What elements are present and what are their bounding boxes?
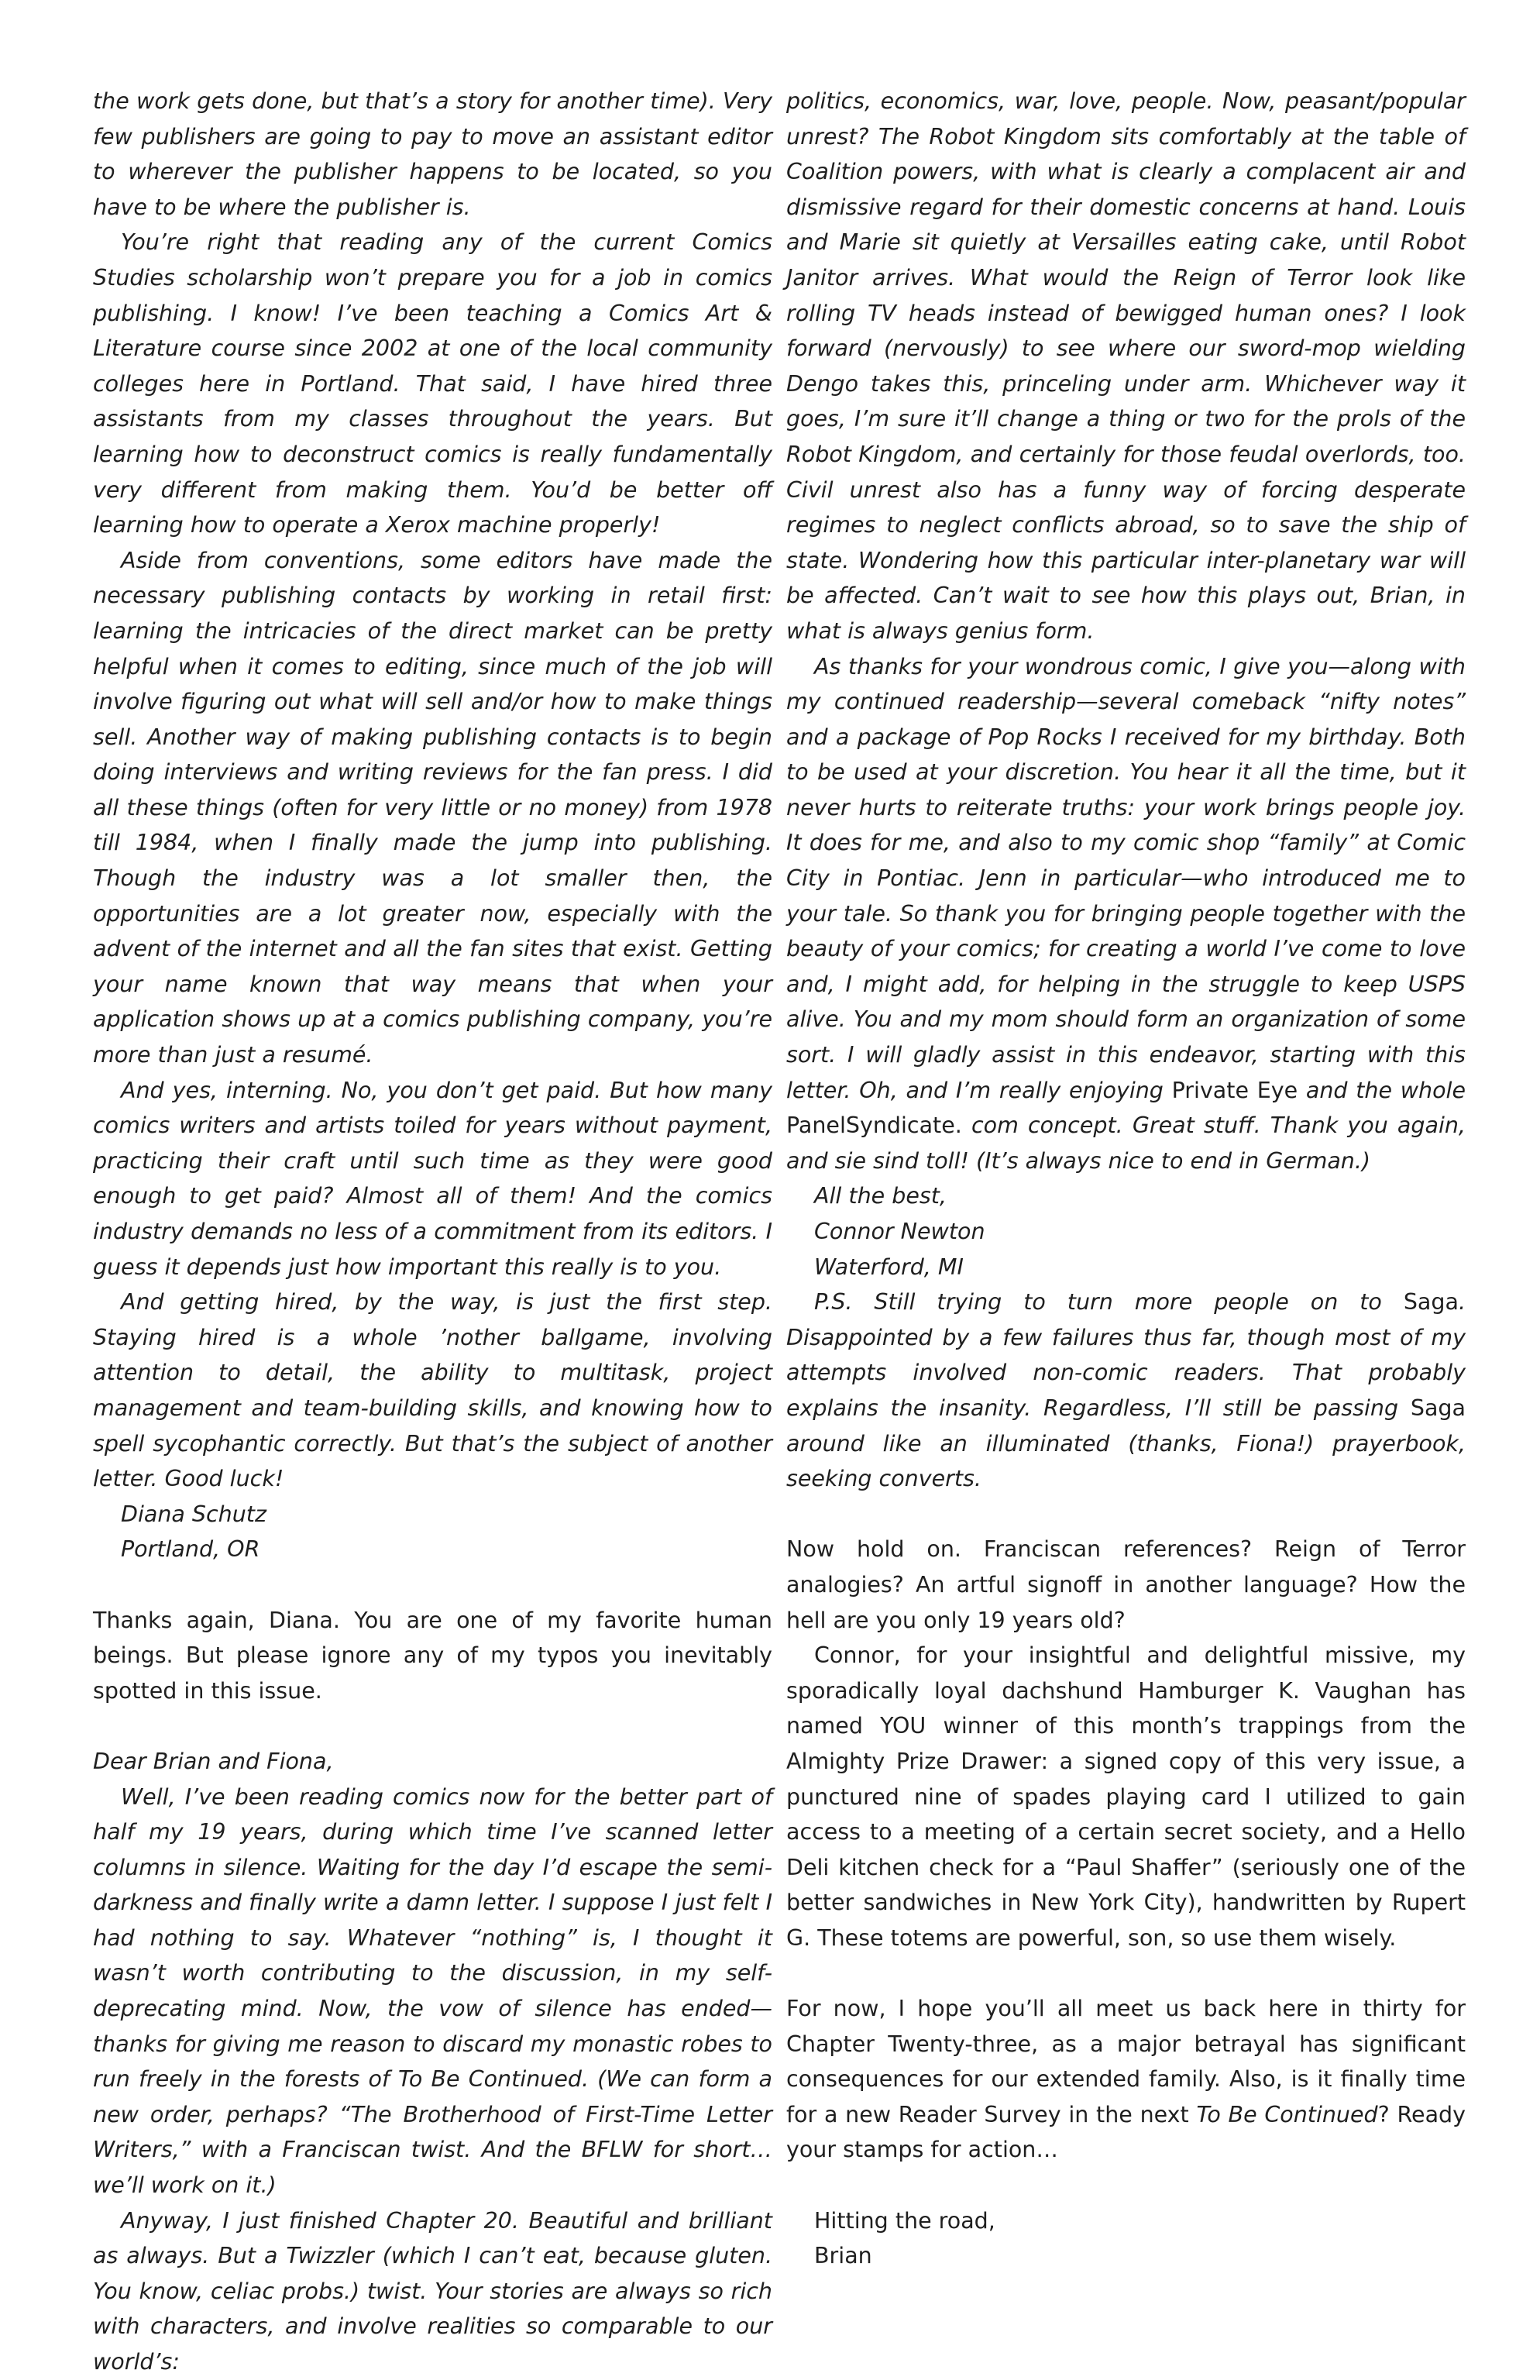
letter-paragraph: Well, I’ve been reading comics now for the better part of half my 19 years, during which time I’ve scanned letter columns in silence. Waiting for the day I’d escape the semi-darkness and finally write a damn letter. I suppose I just felt I had nothing to say. Whatever “nothing” is, I thought it wasn’t worth contributing to the discussion, in my self-deprecating mind. Now, the vow of silence has ended—thanks for giving me reason to discard my monastic robes to run freely in the forests of To Be Continued. (We can form a new order, perhaps? “The Brotherhood of First-Time Letter Writers,” with a Franciscan twist. And the BFLW for short…we’ll work on it.) [93, 1783, 772, 2199]
title-saga: Saga [1410, 1395, 1466, 1421]
title-panel-syndicate: PanelSyndicate. [786, 1113, 962, 1139]
letter-paragraph: And getting hired, by the way, is just the first step. Staying hired is a whole ’nother ballgame, involving attention to detail, the ability to multitask, project management and team-building skills, and knowing how to spell sycophantic correctly. But that’s the subject of another letter. Good luck! [93, 1289, 772, 1492]
letter-paragraph: Anyway, I just finished Chapter 20. Beautiful and brilliant as always. But a Twizzler (which I can’t eat, because gluten. You know, celiac probs.) twist. Your stories are always so rich with characters, and involve realities so comparable to our world’s: [93, 2207, 772, 2375]
signature-location: Portland, OR [121, 1536, 260, 1563]
letter-paragraph: the work gets done, but that’s a story for another time). Very few publishers are going to pay to move an assistant editor to wherever the publisher happens to be located, so you have to be where the publisher is. [93, 88, 772, 220]
letter-closing: All the best, [814, 1183, 947, 1209]
editor-name: Brian [814, 2243, 872, 2269]
editor-reply: Connor, for your insightful and delightful missive, my sporadically loyal dachshund Hamburger K. Vaughan has named YOU winner of this month’s trappings from the Almighty Prize Drawer: a signed copy of this very issue, a punctured nine of spades playing card I utilized to gain access to a meeting of a certain secret society, and a Hello Deli kitchen check for a “Paul Shaffer” (seriously one of the better sandwiches in New York City), handwritten by Rupert G. These totems are powerful, son, so use them wisely. [786, 1642, 1466, 1951]
letter-paragraph: politics, economics, war, love, people. Now, peasant/popular unrest? The Robot Kingdom sits comfortably at the table of Coalition powers, with what is clearly a complacent air and dismissive regard for their domestic concerns at hand. Louis and Marie sit quietly at Versailles eating cake, until Robot Janitor arrives. What would the Reign of Terror look like rolling TV heads instead of bewigged human ones? I look forward (nervously) to see where our sword-mop wielding Dengo takes this, princeling under arm. Whichever way it goes, I’m sure it’ll change a thing or two for the prols of the Robot Kingdom, and certainly for those feudal overlords, too. Civil unrest also has a funny way of forcing desperate regimes to neglect conflicts abroad, so to save the ship of state. Wondering how this particular inter-planetary war will be affected. Can’t wait to see how this plays out, Brian, in what is always genius form. [786, 88, 1466, 644]
postscript: P.S. Still trying to turn more people on to Saga. Disappointed by a few failures thus far, though most of my attempts involved non-comic readers. That probably explains the insanity. Regardless, I’ll still be passing Saga around like an illuminated (thanks, Fiona!) prayerbook, seeking converts. [786, 1289, 1466, 1492]
letter-paragraph: You’re right that reading any of the current Comics Studies scholarship won’t prepare you for a job in comics publishing. I know! I’ve been teaching a Comics Art & Literature course since 2002 at one of the local community colleges here in Portland. That said, I have hired three assistants from my classes throughout the years. But learning how to deconstruct comics is really fundamentally very different from making them. You’d be better off learning how to operate a Xerox machine properly! [93, 229, 772, 538]
title-saga: Saga [1403, 1289, 1459, 1316]
left-column [93, 84, 772, 2380]
letter-paragraph: Aside from conventions, some editors have made the necessary publishing contacts by working in retail first: learning the intricacies of the direct market can be pretty helpful when it comes to editing, since much of the job will involve figuring out what will sell and/or how to make things sell. Another way of making publishing contacts is to begin doing interviews and writing reviews for the fan press. I did all these things (often for very little or no money) from 1978 till 1984, when I finally made the jump into publishing. Though the industry was a lot smaller then, the opportunities are a lot greater now, especially with the advent of the internet and all the fan sites that exist. Getting your name known that way means that when your application shows up at a comics publishing company, you’re more than just a resumé. [93, 547, 772, 1068]
editor-reply: For now, I hope you’ll all meet us back here in thirty for Chapter Twenty-three, as a major betrayal has significant consequences for our extended family. Also, is it finally time for a new Reader Survey in the next To Be Continued? Ready your stamps for action… [786, 1996, 1466, 2163]
letter-salutation: Dear Brian and Fiona, [93, 1748, 334, 1774]
editor-signoff: Hitting the road, [814, 2207, 995, 2234]
right-column [786, 84, 1466, 2274]
title-private-eye: Private Eye [1171, 1077, 1298, 1103]
letter-paragraph: As thanks for your wondrous comic, I give you—along with my continued readership—several comeback “nifty notes” and a package of Pop Rocks I received for my birthday. Both to be used at your discretion. You hear it all the time, but it never hurts to reiterate truths: your work brings people joy. It does for me, and also to my comic shop “family” at Comic City in Pontiac. Jenn in particular—who introduced me to your tale. So thank you for bringing people together with the beauty of your comics; for creating a world I’ve come to love and, I might add, for helping in the struggle to keep USPS alive. You and my mom should form an organization of some sort. I will gladly assist in this endeavor, starting with this letter. Oh, and I’m really enjoying Private Eye and the whole PanelSyndicate. com concept. Great stuff. Thank you again, and sie sind toll! (It’s always nice to end in German.) [786, 653, 1466, 1174]
signature-name: Diana Schutz [121, 1501, 266, 1527]
letter-paragraph: And yes, interning. No, you don’t get paid. But how many comics writers and artists toiled for years without payment, practicing their craft until such time as they were good enough to get paid? Almost all of them! And the comics industry demands no less of a commitment from its editors. I guess it depends just how important this really is to you. [93, 1077, 772, 1280]
editor-reply: Now hold on. Franciscan references? Reign of Terror analogies? An artful signoff in another language? How the hell are you only 19 years old? [786, 1536, 1466, 1633]
signature-location: Waterford, MI [814, 1254, 964, 1280]
editor-reply: Thanks again, Diana. You are one of my favorite human beings. But please ignore any of my typos you inevitably spotted in this issue. [93, 1607, 772, 1704]
title-to-be-continued: To Be Continued [1196, 2101, 1378, 2127]
signature-name: Connor Newton [814, 1219, 985, 1244]
